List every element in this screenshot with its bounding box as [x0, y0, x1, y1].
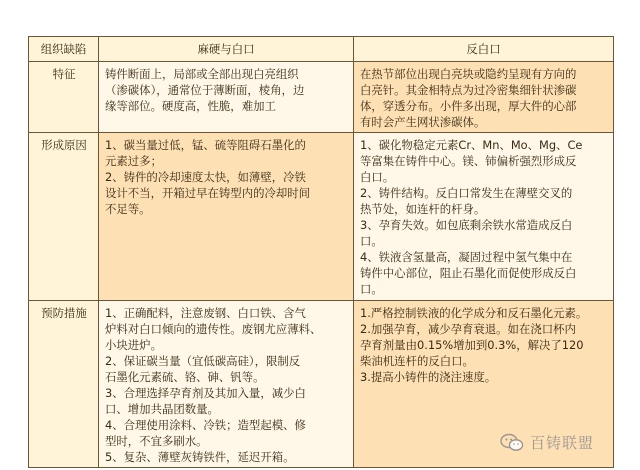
text-line: 2、铸件的冷却速度太快，如薄壁，冷铁 [105, 170, 306, 184]
prevention-left-cell [99, 301, 354, 468]
text-line: 孕育剂量由0.15%增加到0.3%，解决了120 [360, 338, 584, 352]
wechat-icon [500, 433, 524, 453]
header-hard-and-white: 麻硬与白口 [99, 37, 354, 62]
watermark [500, 432, 594, 453]
text-line: 不足等。 [105, 202, 151, 216]
text-line: 3.提高小铸件的浇注速度。 [360, 370, 497, 384]
text-line: 型时，不宜多刷水。 [105, 434, 208, 448]
header-reverse-white: 反白口 [354, 37, 614, 62]
watermark-text: 百铸联盟 [530, 434, 595, 452]
text-line: 4、铁液含氢量高，凝固过程中氢气集中在 [360, 250, 573, 264]
text-line: 炉料对白口倾向的遗传性。废钢尤应薄料、 [105, 322, 322, 336]
text-line: 石墨化元素硫、铬、砷、钒等。 [105, 370, 265, 384]
causes-right-cell [354, 133, 614, 301]
header-defect: 组织缺陷 [29, 37, 99, 62]
text-line: 4、合理使用涂料、冷铁；造型起模、修 [105, 418, 306, 432]
text-line: 1、碳当量过低，锰、硫等阻碍石墨化的 [105, 138, 306, 152]
text-line: 白亮针。其金相特点为过冷密集细针状渗碳 [360, 83, 577, 97]
row-label-causes: 形成原因 [29, 133, 99, 301]
text-line: 设计不当，开箱过早在铸型内的冷却时间 [105, 186, 311, 200]
text-line: 热节处，如连杆的杆身。 [360, 202, 486, 216]
text-line: 元素过多； [105, 154, 162, 168]
text-line: 有时会产生网状渗碳体。 [360, 115, 486, 129]
text-line: 口。 [360, 234, 383, 248]
text-line: 1、正确配料，注意废钢、白口铁、含气 [105, 306, 306, 320]
text-line: 2.加强孕育，减少孕育衰退。如在浇口杯内 [360, 322, 576, 336]
causes-left-cell [99, 133, 354, 301]
text-line: 3、孕育失效。如包底剩余铁水常造成反白 [360, 218, 573, 232]
text-line: （渗碳体），通常位于薄断面，棱角，边 [105, 83, 305, 97]
text-line: 铸件中心部位，阻止石墨化而促使形成反白 [360, 266, 577, 280]
text-line: 缘等部位。硬度高，性脆，难加工 [105, 99, 276, 113]
text-line: 体，穿透分布。小件多出现，厚大件的心部 [360, 99, 577, 113]
table-header-row [29, 37, 614, 62]
text-line: 白口。 [360, 170, 395, 184]
text-line: 在热节部位出现白亮块或隐约呈现有方向的 [360, 67, 577, 81]
text-line: 2、铸件结构。反白口常发生在薄壁交叉的 [360, 186, 573, 200]
text-line: 3、合理选择孕育剂及其加入量，减少白 [105, 386, 306, 400]
features-left-cell [99, 62, 354, 133]
table-row [29, 133, 614, 301]
text-line: 口、增加共晶团数量。 [105, 402, 219, 416]
casting-defects-table [28, 36, 614, 468]
table-row [29, 62, 614, 133]
text-line: 等富集在铸件中心。镁、铈偏析强烈形成反 [360, 154, 577, 168]
row-label-prevention: 预防措施 [29, 301, 99, 468]
text-line: 1、碳化物稳定元素Cr、Mn、Mo、Mg、Ce [360, 138, 583, 152]
text-line: 柴油机连杆的反白口。 [360, 354, 474, 368]
text-line: 2、保证碳当量（宜低碳高硅），限制反 [105, 354, 301, 368]
text-line: 1.严格控制铁液的化学成分和反石墨化元素。 [360, 306, 588, 320]
features-right-cell [354, 62, 614, 133]
text-line: 小块进炉。 [105, 338, 162, 352]
text-line: 5、复杂、薄壁灰铸铁件，延迟开箱。 [105, 450, 295, 464]
row-label-features: 特征 [29, 62, 99, 133]
text-line: 口。 [360, 282, 383, 296]
text-line: 铸件断面上，局部或全部出现白亮组织 [105, 67, 299, 81]
